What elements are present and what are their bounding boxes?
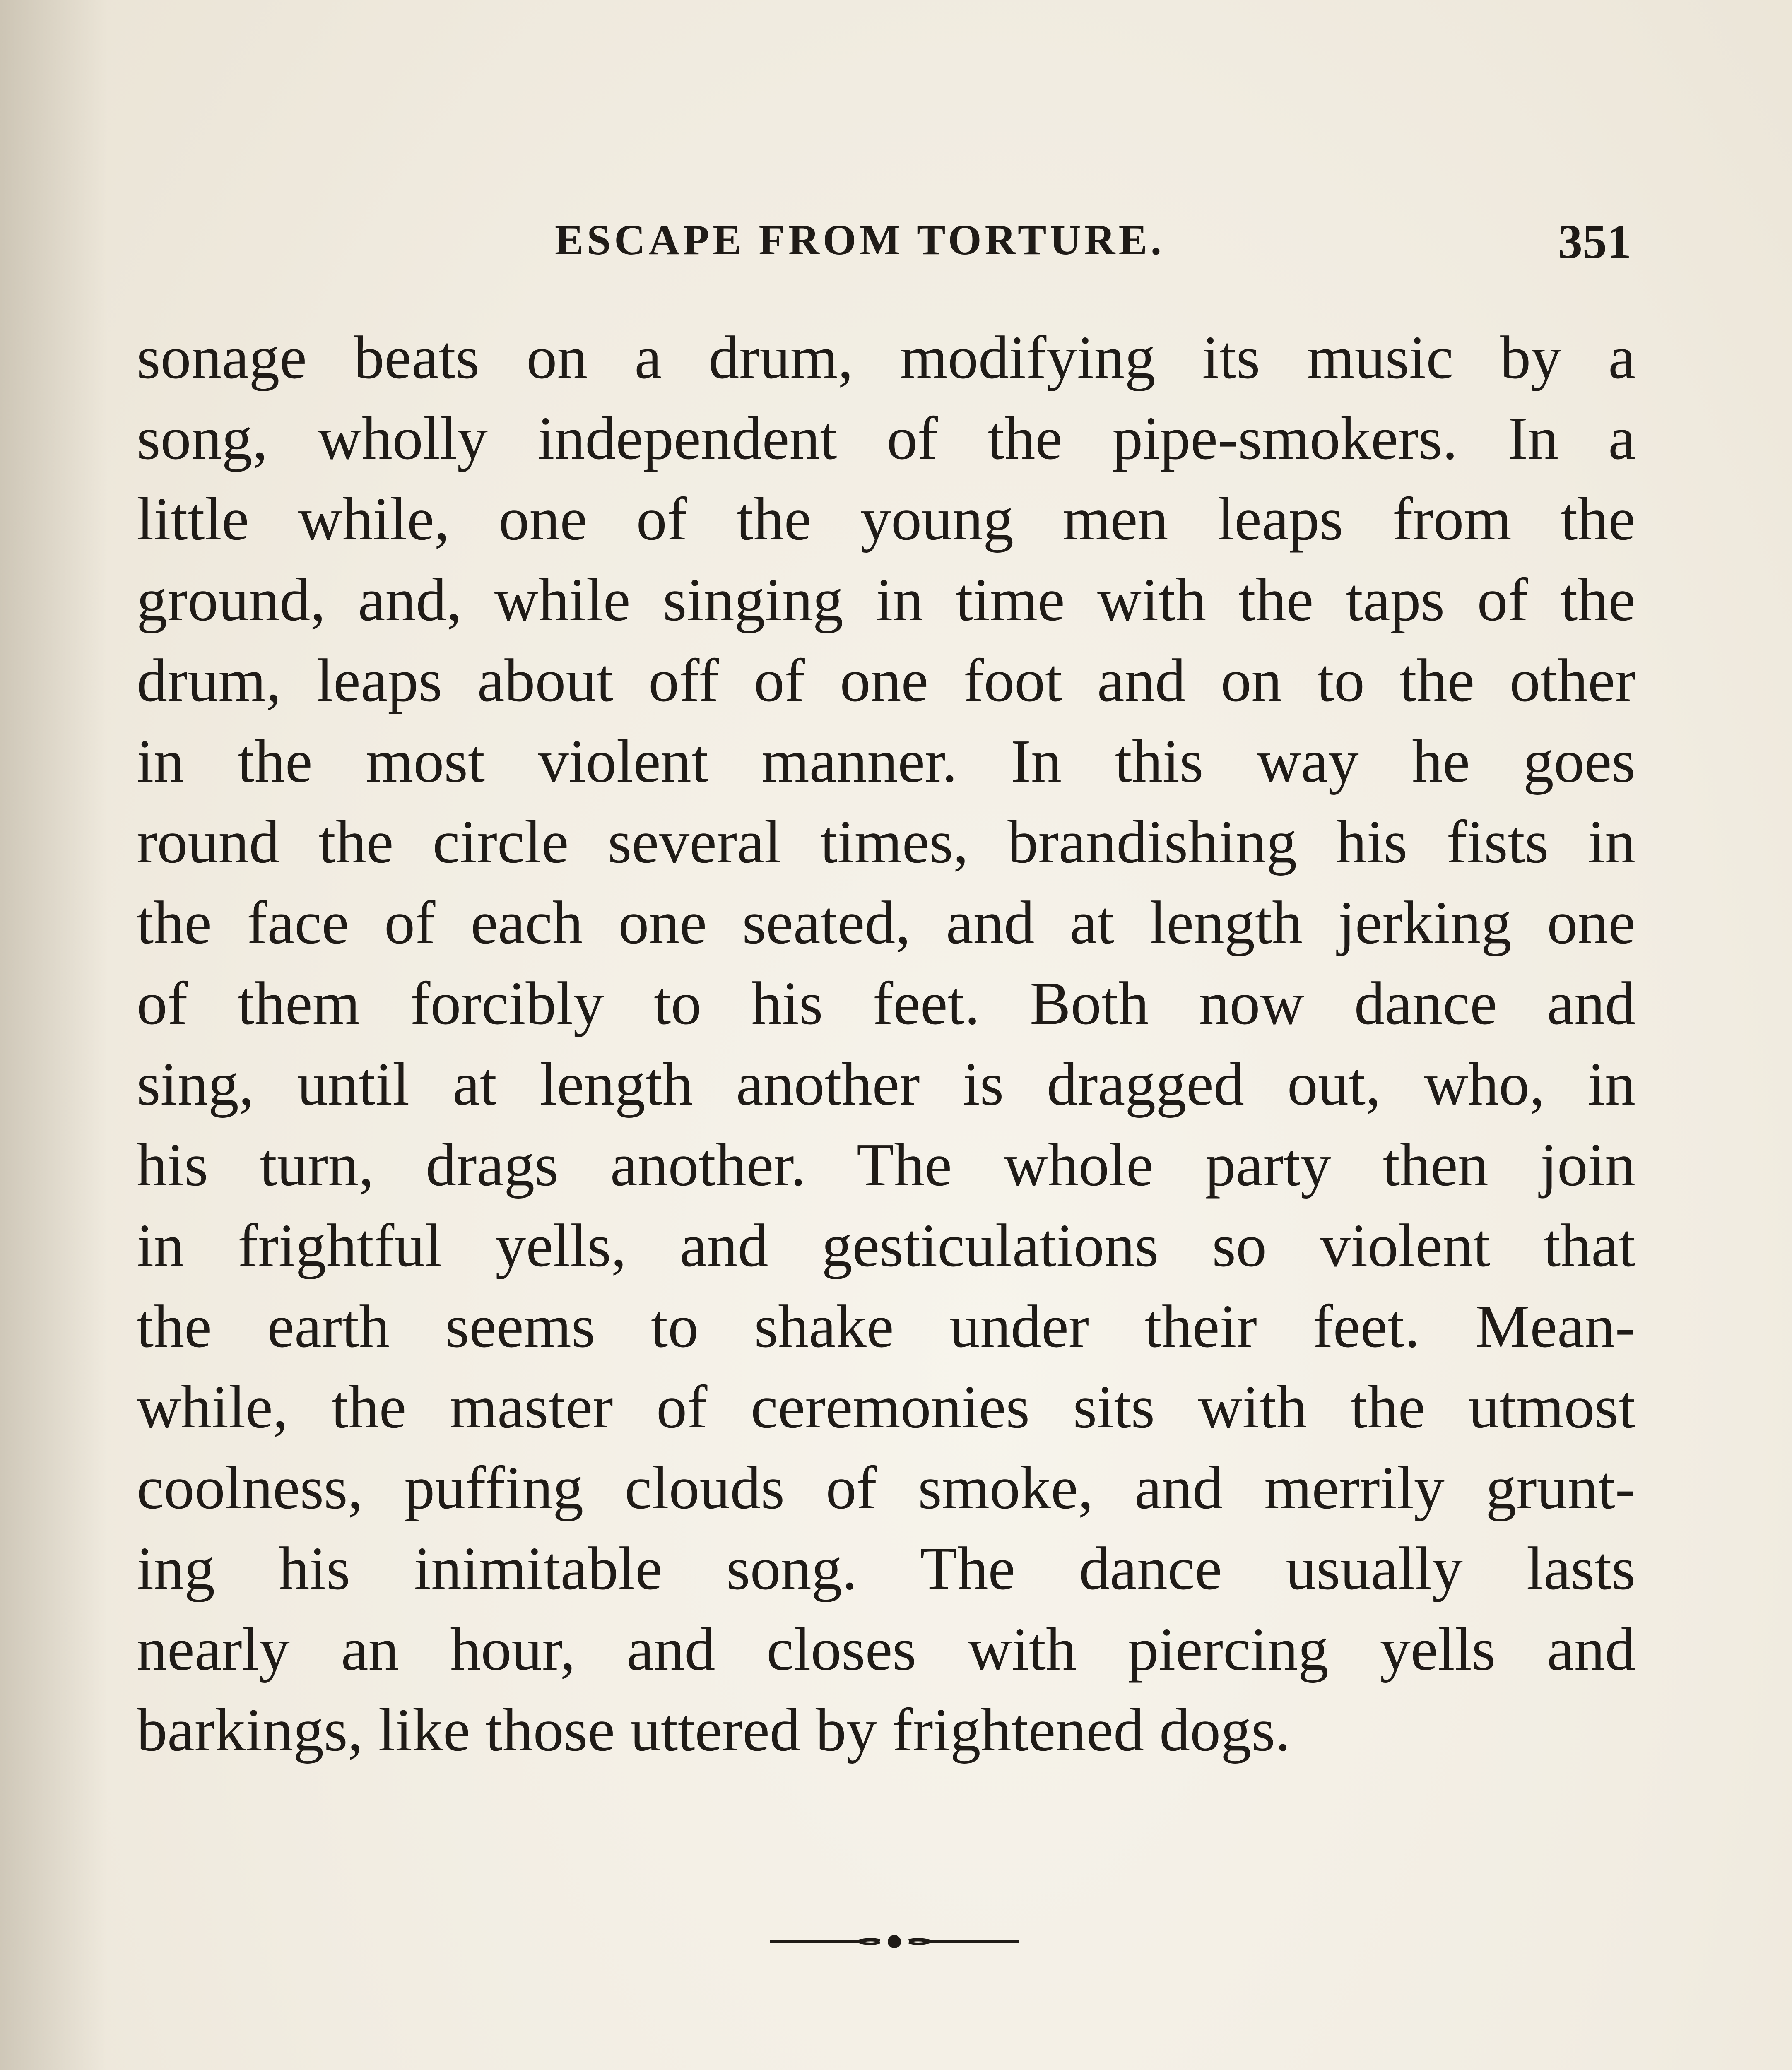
text-line: while, the master of ceremonies sits with the utmost [137, 1373, 1635, 1441]
text-line: ground, and, while singing in time with the taps of the [137, 566, 1635, 634]
text-line: little while, one of the young men leaps from the [137, 485, 1635, 553]
text-line: in the most violent manner. In this way he goes [137, 727, 1635, 795]
text-line: drum, leaps about off of one foot and on to the other [137, 647, 1635, 715]
ornament-divider [770, 1929, 1019, 1954]
text-line: in frightful yells, and gesticulations so violent that [137, 1212, 1635, 1280]
text-line: sonage beats on a drum, modifying its music by a [137, 324, 1635, 392]
text-line: of them forcibly to his feet. Both now dance and [137, 970, 1635, 1037]
page-header [141, 215, 1631, 273]
text-line: nearly an hour, and closes with piercing yells and [137, 1615, 1635, 1683]
page-gutter-shadow [0, 0, 108, 2070]
text-line: the face of each one seated, and at length jerking one [137, 889, 1635, 957]
text-line: his turn, drags another. The whole party then join [137, 1131, 1635, 1199]
text-line: round the circle several times, brandishing his fists in [137, 808, 1635, 876]
text-line: coolness, puffing clouds of smoke, and merrily grunt- [137, 1454, 1635, 1522]
text-line: barkings, like those uttered by frightened dogs. [137, 1696, 1291, 1764]
text-line: sing, until at length another is dragged out, who, in [137, 1050, 1635, 1118]
text-line: the earth seems to shake under their feet. Mean- [137, 1293, 1635, 1360]
page-number: 351 [1558, 214, 1631, 269]
text-line: ing his inimitable song. The dance usually lasts [137, 1535, 1635, 1603]
text-line: song, wholly independent of the pipe-smokers. In a [137, 404, 1635, 472]
running-head: ESCAPE FROM TORTURE. [555, 216, 1165, 264]
